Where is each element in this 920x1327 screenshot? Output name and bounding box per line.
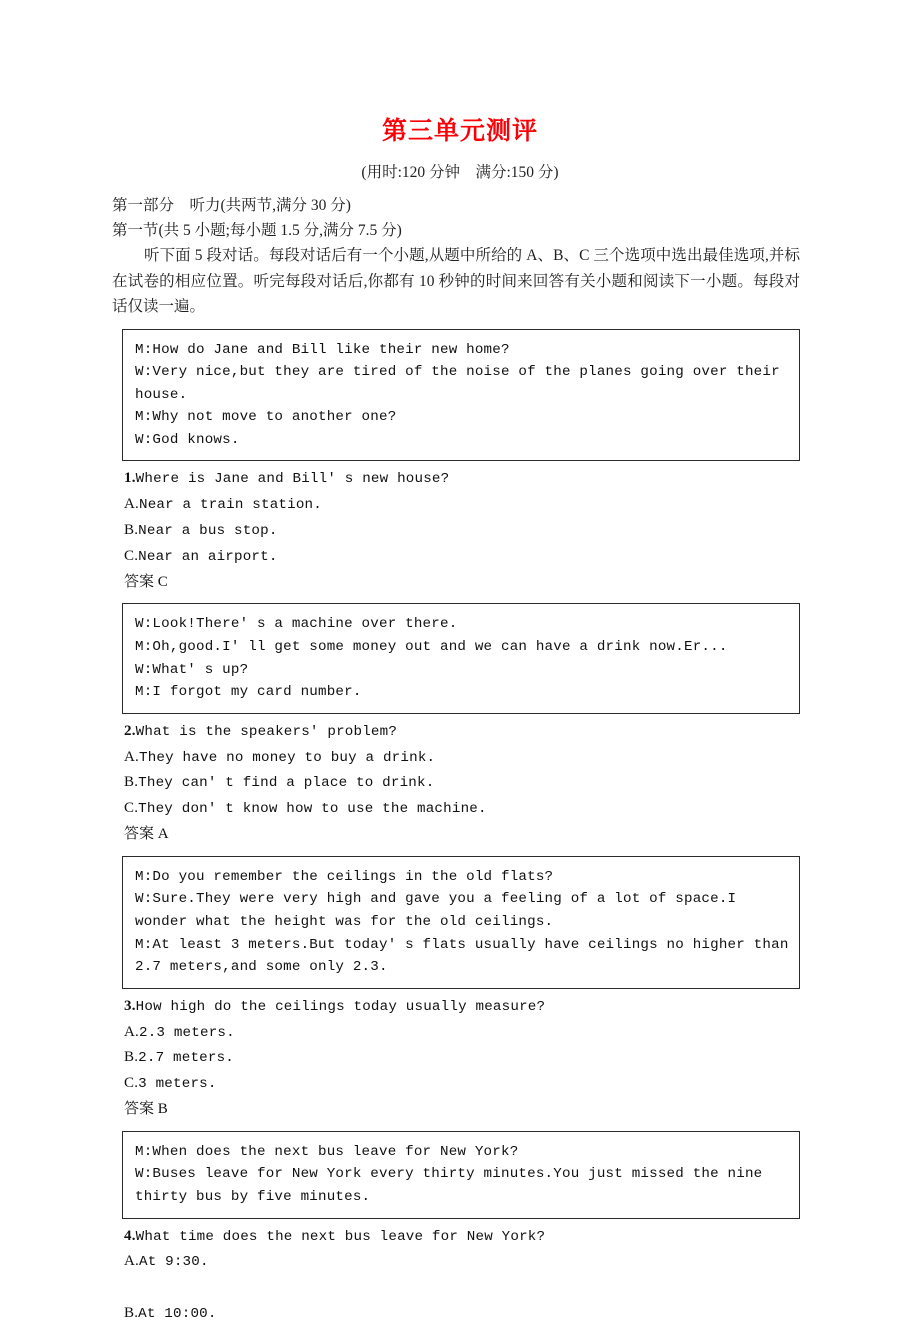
option-b[interactable] bbox=[124, 1301, 802, 1327]
dialogue-line: W:What' s up? bbox=[135, 661, 249, 678]
option-letter: B. bbox=[124, 1049, 139, 1066]
option-letter: C. bbox=[124, 800, 139, 817]
question-number: 2. bbox=[124, 722, 136, 739]
option-b[interactable] bbox=[124, 770, 802, 796]
exam-subtitle: (用时:120 分钟 满分:150 分) bbox=[361, 164, 559, 181]
dialogue-line: M:Why not move to another one? bbox=[135, 409, 397, 426]
option-letter: B. bbox=[124, 1305, 139, 1322]
answer-line: 答案 C bbox=[124, 573, 168, 590]
option-text: 3 meters. bbox=[138, 1076, 217, 1093]
exam-content bbox=[0, 193, 920, 1327]
option-text: They have no money to buy a drink. bbox=[138, 749, 436, 766]
page-break-gap bbox=[124, 1275, 802, 1301]
option-letter: A. bbox=[124, 496, 139, 513]
option-letter: C. bbox=[124, 1075, 139, 1092]
answer-line: 答案 B bbox=[124, 1100, 168, 1117]
dialogue-line: W:Look!There' s a machine over there. bbox=[135, 616, 458, 633]
dialogue-box bbox=[122, 329, 800, 462]
section-heading: 第一节(共 5 小题;每小题 1.5 分,满分 7.5 分) bbox=[112, 222, 402, 239]
dialogue-box bbox=[122, 856, 800, 989]
option-a[interactable] bbox=[124, 1249, 802, 1275]
option-text: At 9:30. bbox=[138, 1254, 209, 1271]
dialogue-line: W:Very nice,but they are tired of the noise of the planes going over their house. bbox=[135, 364, 780, 403]
question-block bbox=[112, 719, 802, 847]
question-number: 1. bbox=[124, 470, 136, 487]
option-letter: C. bbox=[124, 547, 139, 564]
question-block bbox=[112, 994, 802, 1122]
question-number: 3. bbox=[124, 997, 136, 1014]
option-text: Near a train station. bbox=[138, 497, 322, 514]
question-text: How high do the ceilings today usually measure? bbox=[135, 998, 546, 1015]
dialogue-line: M:Do you remember the ceilings in the old flats? bbox=[135, 868, 554, 885]
question-stem bbox=[124, 994, 802, 1020]
dialogue-box bbox=[122, 1131, 800, 1219]
question-block bbox=[112, 1224, 802, 1327]
option-a[interactable] bbox=[124, 745, 802, 771]
question-text: What time does the next bus leave for New York? bbox=[135, 1228, 546, 1245]
option-text: Near an airport. bbox=[138, 548, 278, 565]
question-text: What is the speakers' problem? bbox=[135, 723, 398, 740]
option-letter: A. bbox=[124, 1253, 139, 1270]
option-text: They don' t know how to use the machine. bbox=[138, 801, 487, 818]
option-letter: B. bbox=[124, 774, 139, 791]
option-text: Near a bus stop. bbox=[138, 523, 278, 540]
option-letter: B. bbox=[124, 522, 139, 539]
dialogue-line: W:God knows. bbox=[135, 431, 240, 448]
dialogue-box bbox=[122, 603, 800, 713]
option-b[interactable] bbox=[124, 518, 802, 544]
question-stem bbox=[124, 1224, 802, 1250]
dialogue-line: M:When does the next bus leave for New York? bbox=[135, 1143, 519, 1160]
option-a[interactable] bbox=[124, 1020, 802, 1046]
option-c[interactable] bbox=[124, 544, 802, 570]
dialogue-line: M:How do Jane and Bill like their new home? bbox=[135, 341, 510, 358]
dialogue-line: M:At least 3 meters.But today' s flats usually have ceilings no higher than 2.7 meters,and some only 2.3. bbox=[135, 936, 789, 976]
option-text: At 10:00. bbox=[138, 1306, 217, 1323]
answer-line: 答案 A bbox=[124, 826, 169, 843]
dialogue-line: W:Sure.They were very high and gave you a feeling of a lot of space.I wonder what the height was for the old ceilings. bbox=[135, 891, 737, 930]
option-letter: A. bbox=[124, 748, 139, 765]
question-stem bbox=[124, 466, 802, 492]
question-stem bbox=[124, 719, 802, 745]
option-text: 2.7 meters. bbox=[138, 1050, 235, 1067]
question-text: Where is Jane and Bill' s new house? bbox=[135, 471, 450, 488]
option-a[interactable] bbox=[124, 492, 802, 518]
option-c[interactable] bbox=[124, 1071, 802, 1097]
page-title: 第三单元测评 bbox=[381, 116, 538, 145]
question-number: 4. bbox=[124, 1227, 136, 1244]
question-block bbox=[112, 466, 802, 594]
option-letter: A. bbox=[124, 1023, 139, 1040]
option-text: They can' t find a place to drink. bbox=[138, 775, 435, 792]
part-heading: 第一部分 听力(共两节,满分 30 分) bbox=[112, 197, 351, 214]
dialogue-line: W:Buses leave for New York every thirty minutes.You just missed the nine thirty bus by five minutes. bbox=[135, 1166, 763, 1205]
option-b[interactable] bbox=[124, 1045, 802, 1071]
listening-instructions: 听下面 5 段对话。每段对话后有一个小题,从题中所给的 A、B、C 三个选项中选出最佳选项,并标在试卷的相应位置。听完每段对话后,你都有 10 秒钟的时间来回答有关小题和阅读下一小题。每段对话仅读一遍。 bbox=[112, 247, 800, 315]
dialogue-line: M:Oh,good.I' ll get some money out and we can have a drink now.Er... bbox=[135, 639, 728, 656]
dialogue-line: M:I forgot my card number. bbox=[135, 684, 362, 701]
option-c[interactable] bbox=[124, 796, 802, 822]
option-text: 2.3 meters. bbox=[138, 1024, 235, 1041]
